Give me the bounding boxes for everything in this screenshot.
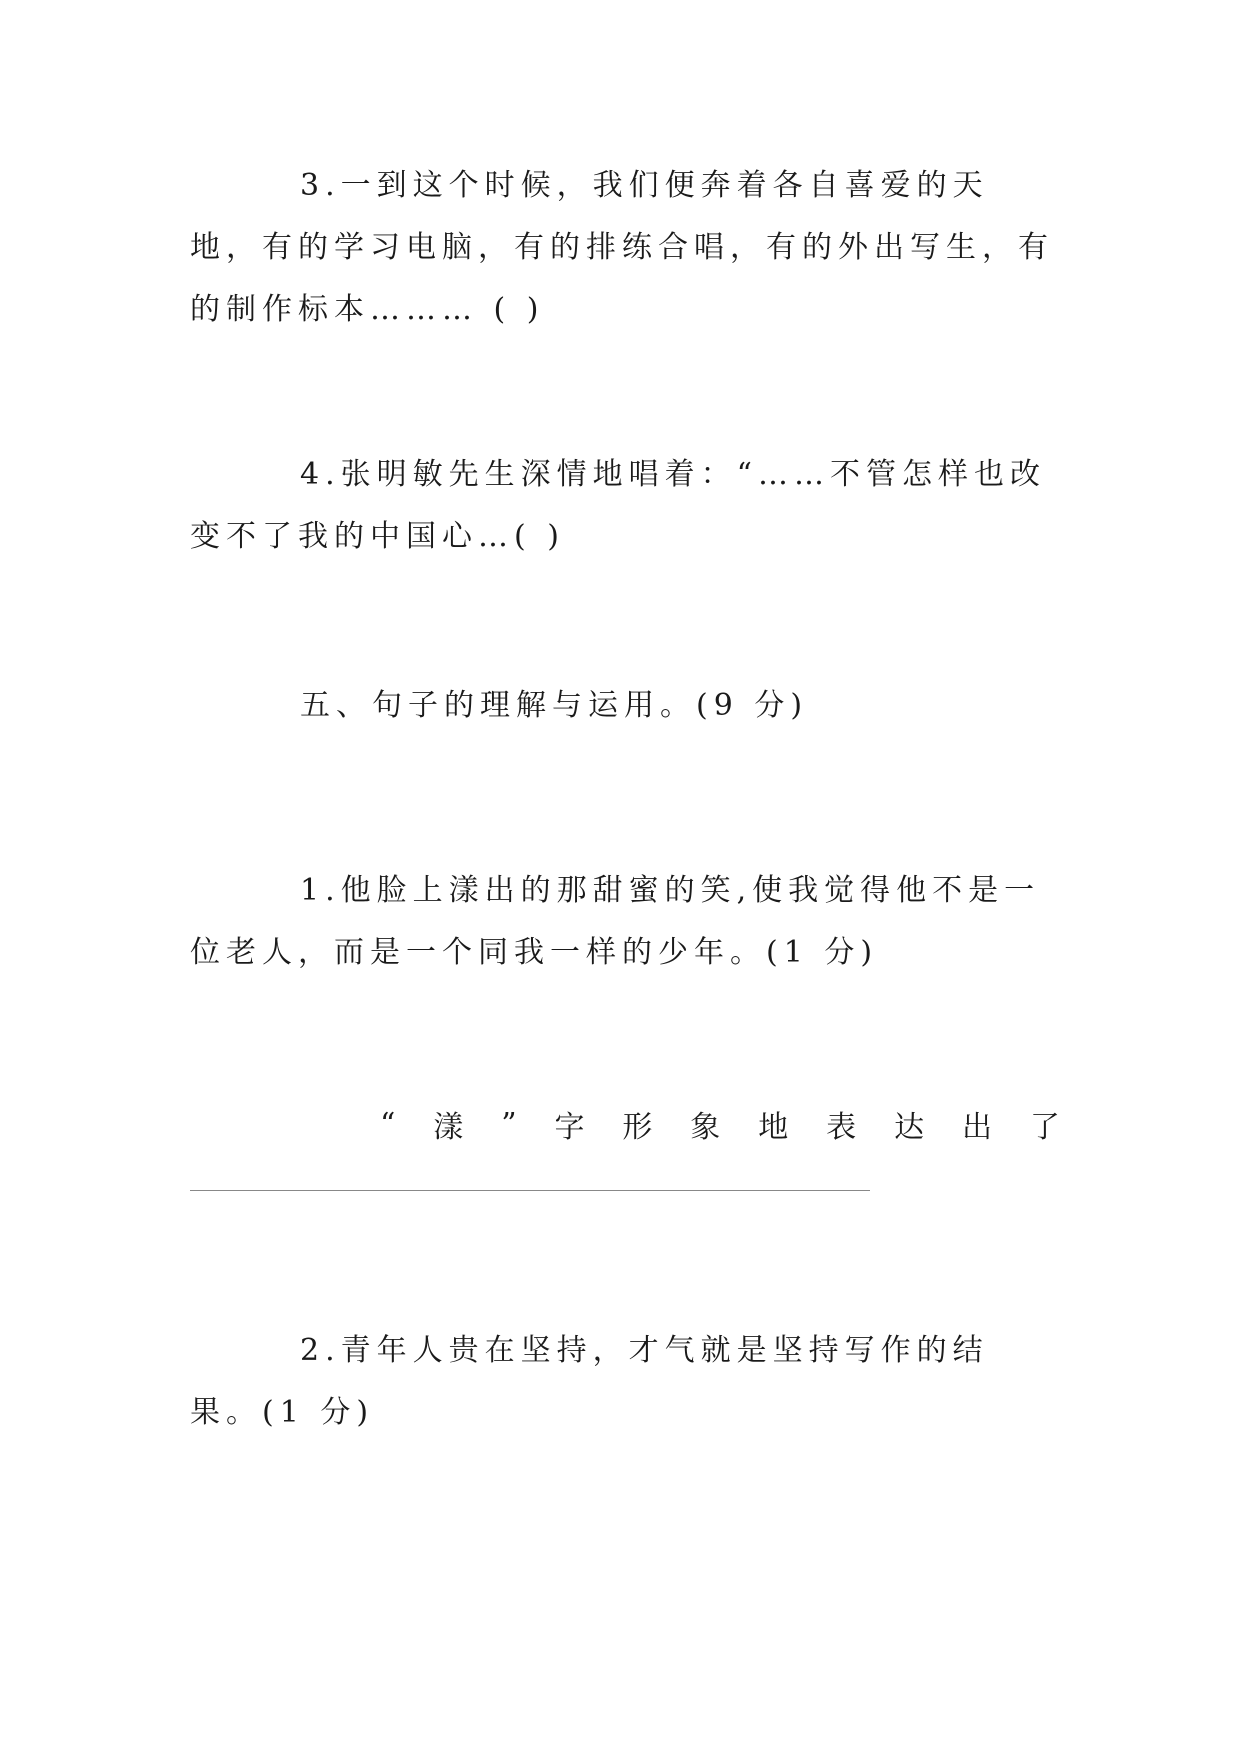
prompt-char: 地 bbox=[758, 1110, 789, 1145]
prompt-char: 表 bbox=[826, 1110, 857, 1145]
prompt-char: ” bbox=[501, 1106, 517, 1142]
section-5-heading: 五、句子的理解与运用。(9 分) bbox=[300, 688, 809, 723]
prompt-char: 漾 bbox=[433, 1110, 464, 1145]
section-5-question-2-text: 2.青年人贵在坚持，才气就是坚持写作的结果。(1 分) bbox=[190, 1333, 989, 1430]
section-5-question-1-text: 1.他脸上漾出的那甜蜜的笑,使我觉得他不是一位老人，而是一个同我一样的少年。(1 分) bbox=[190, 873, 1041, 970]
prompt-char: 达 bbox=[894, 1110, 925, 1145]
question-3-text: 3.一到这个时候，我们便奔着各自喜爱的天地，有的学习电脑，有的排练合唱，有的外出写生，有的制作标本……… ( ) bbox=[190, 168, 1054, 327]
prompt-char: 形 bbox=[622, 1110, 653, 1145]
fill-in-prompt bbox=[380, 1093, 1060, 1155]
prompt-char: “ bbox=[380, 1106, 396, 1142]
prompt-char: 出 bbox=[961, 1110, 992, 1145]
answer-blank-line[interactable] bbox=[190, 1190, 870, 1191]
prompt-char: 了 bbox=[1029, 1110, 1060, 1145]
question-4-text: 4.张明敏先生深情地唱着：“……不管怎样也改变不了我的中国心…( ) bbox=[190, 457, 1046, 554]
prompt-char: 象 bbox=[690, 1110, 721, 1145]
prompt-char: 字 bbox=[554, 1110, 585, 1145]
